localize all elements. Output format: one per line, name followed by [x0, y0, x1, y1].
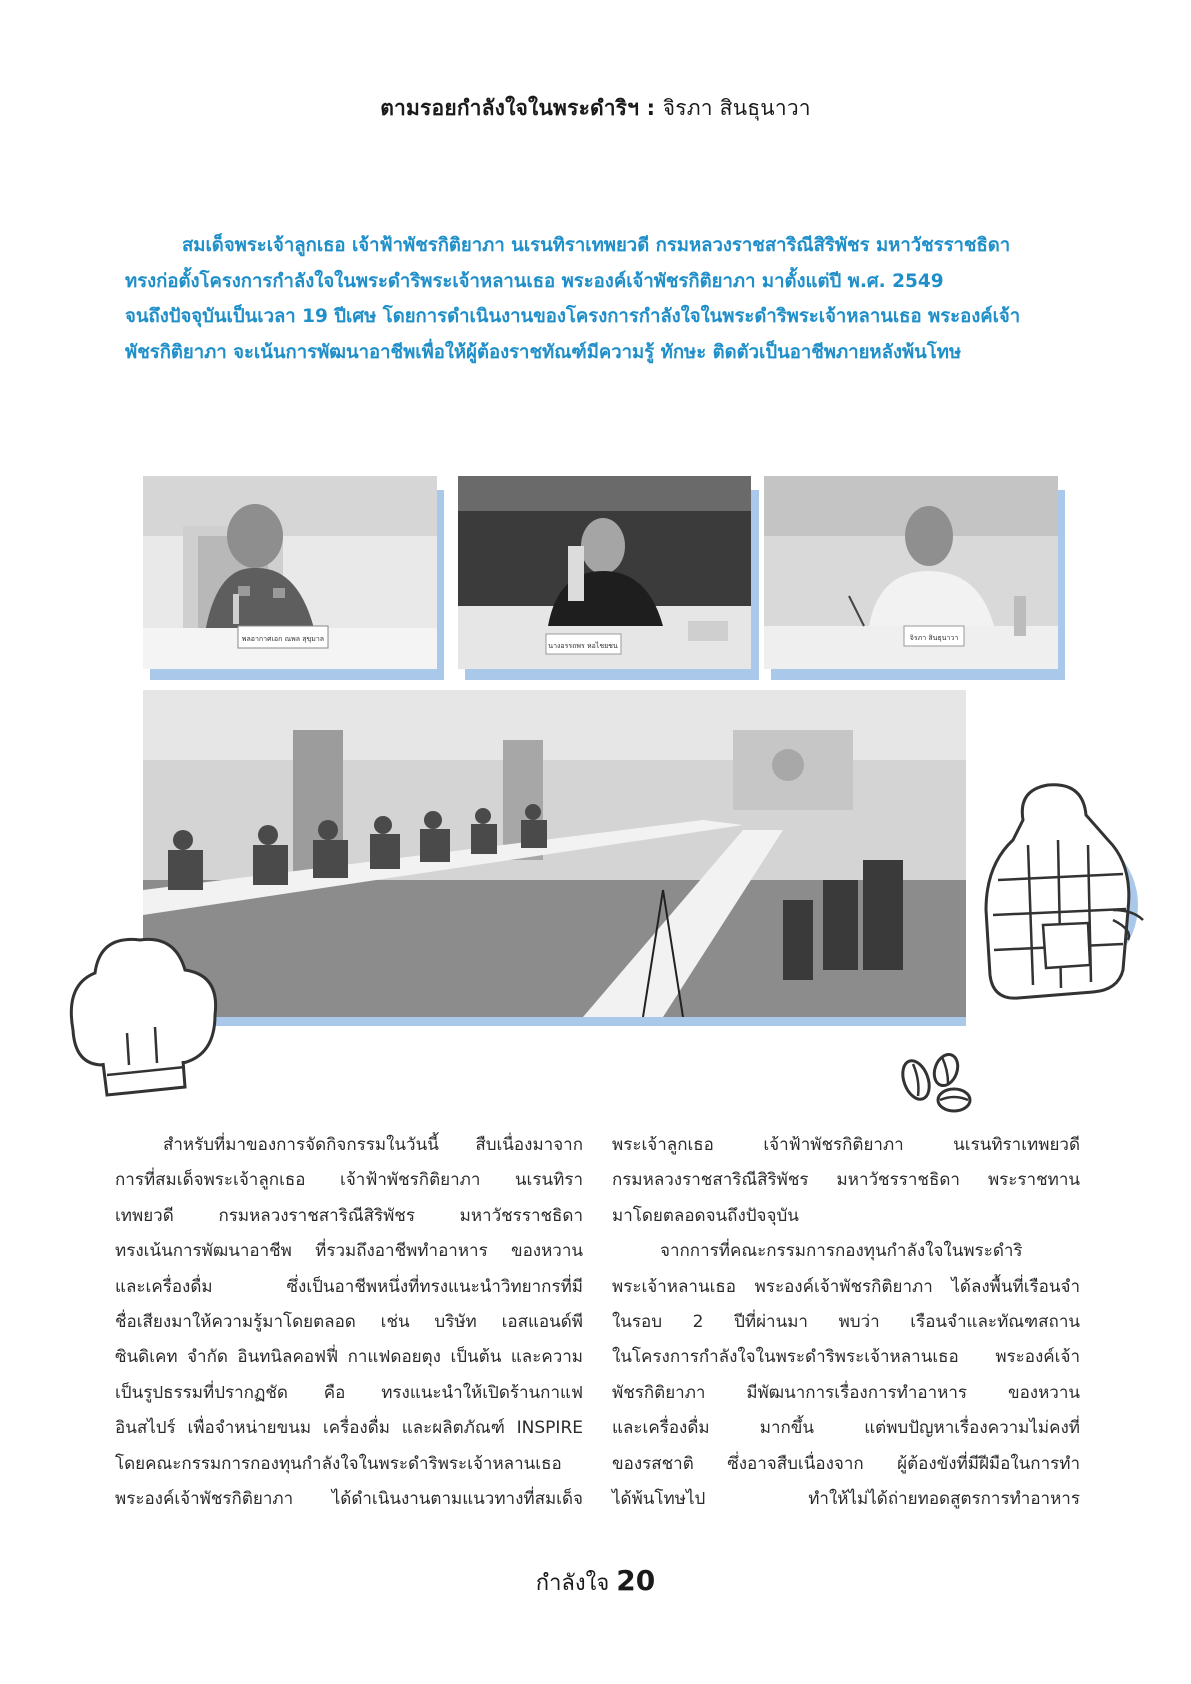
body-line: เป็นรูปธรรมที่ปรากฏชัด คือ ทรงแนะนำให้เปิดร้านกาแฟ — [115, 1382, 583, 1403]
body-line: พระองค์เจ้าพัชรกิติยาภา ได้ดำเนินงานตามแนวทางที่สมเด็จ — [115, 1489, 583, 1510]
photo-meeting-room — [143, 690, 966, 1017]
body-line: พระเจ้าลูกเธอ เจ้าฟ้าพัชรกิติยาภา นเรนทิราเทพยวดี — [612, 1135, 1080, 1155]
body-line: โดยคณะกรรมการกองทุนกำลังใจในพระดำริพระเจ้าหลานเธอ — [115, 1453, 562, 1474]
body-line: และเครื่องดื่ม มากขึ้น แต่พบปัญหาเรื่องความไม่คงที่ — [612, 1418, 1080, 1439]
body-column-right — [612, 1128, 1080, 1517]
body-line: กรมหลวงราชสาริณีสิริพัชร มหาวัชรราชธิดา พระราชทาน — [612, 1170, 1080, 1191]
body-line: ในโครงการกำลังใจในพระดำริพระเจ้าหลานเธอ พระองค์เจ้า — [612, 1347, 1080, 1368]
body-line: อินสไปร์ เพื่อจำหน่ายขนม เครื่องดื่ม และผลิตภัณฑ์ INSPIRE — [115, 1418, 583, 1439]
intro-line: สมเด็จพระเจ้าลูกเธอ เจ้าฟ้าพัชรกิติยาภา นเรนทิราเทพยวดี กรมหลวงราชสาริณีสิริพัชร มหาวัชรราชธิดา — [182, 235, 1011, 256]
body-line: พัชรกิติยาภา มีพัฒนาการเรื่องการทำอาหาร ของหวาน — [612, 1382, 1080, 1403]
intro-paragraph — [125, 228, 1075, 370]
series-title: ตามรอยกำลังใจในพระดำริฯ — [380, 96, 640, 120]
chef-hat-icon — [55, 915, 225, 1100]
body-line: ทรงเน้นการพัฒนาอาชีพ ที่รวมถึงอาชีพทำอาหาร ของหวาน — [115, 1241, 583, 1262]
page-number: 20 — [616, 1564, 656, 1597]
placard-2: นางอรรถพร หอไชยชน — [548, 642, 618, 650]
photo-chairman — [143, 476, 437, 669]
body-line: ของรสชาติ ซึ่งอาจสืบเนื่องจาก ผู้ต้องขังที่มีฝีมือในการทำ — [612, 1453, 1080, 1474]
apron-icon — [958, 770, 1148, 1010]
body-line: มาโดยตลอดจนถึงปัจจุบัน — [612, 1205, 799, 1226]
placard-1: พลอากาศเอก ณพล สุขุมาล — [241, 635, 325, 643]
photo-author-image — [764, 476, 1058, 669]
running-head — [0, 92, 1191, 125]
intro-line: พัชรกิติยาภา จะเน้นการพัฒนาอาชีพเพื่อให้ผู้ต้องราชทัณฑ์มีความรู้ ทักษะ ติดตัวเป็นอาชีพภายหลังพ้นโทษ — [125, 341, 962, 363]
photo-chairman-image — [143, 476, 437, 669]
intro-line: ทรงก่อตั้งโครงการกำลังใจในพระดำริพระเจ้าหลานเธอ พระองค์เจ้าพัชรกิติยาภา มาตั้งแต่ปี พ.ศ. 2549 — [125, 270, 944, 292]
body-line: ได้พ้นโทษไป ทำให้ไม่ได้ถ่ายทอดสูตรการทำอาหาร — [612, 1489, 1080, 1510]
photo-committee-image — [458, 476, 751, 669]
title-separator: : — [639, 96, 663, 120]
footer-label: กำลังใจ — [535, 1571, 610, 1596]
body-line: และเครื่องดื่ม ซึ่งเป็นอาชีพหนึ่งที่ทรงแนะนำวิทยากรที่มี — [115, 1276, 583, 1297]
page-footer — [0, 1564, 1191, 1600]
body-line: การที่สมเด็จพระเจ้าลูกเธอ เจ้าฟ้าพัชรกิติยาภา นเรนทิรา — [115, 1170, 583, 1191]
body-line: สำหรับที่มาของการจัดกิจกรรมในวันนี้ สืบเนื่องมาจาก — [163, 1135, 583, 1155]
photo-meeting-image — [143, 690, 966, 1017]
body-column-left — [115, 1128, 583, 1517]
photo-committee-member — [458, 476, 751, 669]
body-line: เทพยวดี กรมหลวงราชสาริณีสิริพัชร มหาวัชรราชธิดา — [115, 1205, 583, 1226]
placard-3: จิรภา สินธุนาวา — [909, 634, 959, 642]
author-name: จิรภา สินธุนาวา — [662, 96, 811, 120]
photo-author — [764, 476, 1058, 669]
body-line: ซินดิเคท จำกัด อินทนิลคอฟฟี่ กาแฟดอยตุง เป็นต้น และความ — [115, 1347, 583, 1368]
coffee-beans-icon — [898, 1052, 978, 1118]
intro-line: จนถึงปัจจุบันเป็นเวลา 19 ปีเศษ โดยการดำเนินงานของโครงการกำลังใจในพระดำริพระเจ้าหลานเธอ พระองค์เจ้า — [125, 306, 1021, 327]
body-line: จากการที่คณะกรรมการกองทุนกำลังใจในพระดำริ — [660, 1241, 1023, 1262]
body-line: ในรอบ 2 ปีที่ผ่านมา พบว่า เรือนจำและทัณฑสถาน — [612, 1312, 1080, 1333]
body-line: ชื่อเสียงมาให้ความรู้มาโดยตลอด เช่น บริษัท เอสแอนด์พี — [115, 1312, 583, 1333]
body-line: พระเจ้าหลานเธอ พระองค์เจ้าพัชรกิติยาภา ได้ลงพื้นที่เรือนจำ — [612, 1276, 1080, 1297]
